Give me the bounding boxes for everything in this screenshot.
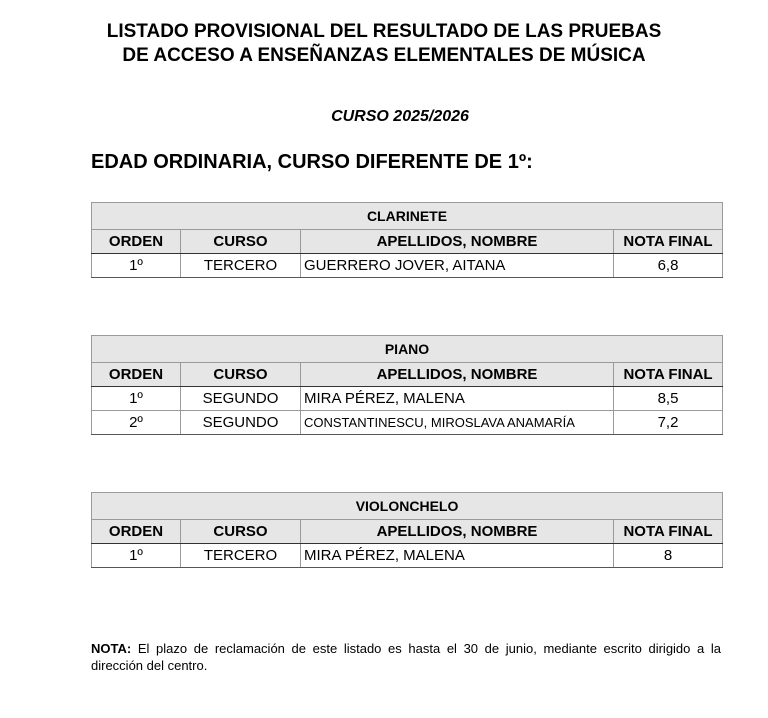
section-heading: EDAD ORDINARIA, CURSO DIFERENTE DE 1º: [91,151,533,173]
footnote-text: El plazo de reclamación de este listado es hasta el 30 de junio, mediante escrito dirigido a la dirección del centro. [91,641,721,673]
table-row [92,254,723,278]
cell-orden: 1º [92,387,181,411]
column-header-nombre: APELLIDOS, NOMBRE [301,230,614,254]
cell-orden: 1º [92,254,181,278]
column-header-nota: NOTA FINAL [614,230,723,254]
document-title [0,20,768,68]
cell-nombre: MIRA PÉREZ, MALENA [301,544,614,568]
table-row [92,387,723,411]
column-header-nota: NOTA FINAL [614,520,723,544]
column-header-orden: ORDEN [92,230,181,254]
column-header-curso: CURSO [181,230,301,254]
cell-orden: 1º [92,544,181,568]
results-table-piano [91,335,723,435]
cell-curso: TERCERO [181,254,301,278]
column-header-nombre: APELLIDOS, NOMBRE [301,520,614,544]
instrument-header: VIOLONCHELO [92,493,723,520]
column-header-nombre: APELLIDOS, NOMBRE [301,363,614,387]
column-header-orden: ORDEN [92,520,181,544]
title-line-2: DE ACCESO A ENSEÑANZAS ELEMENTALES DE MÚSICA [122,45,646,66]
table-row [92,544,723,568]
cell-nota: 7,2 [614,411,723,435]
instrument-header: CLARINETE [92,203,723,230]
cell-nombre: CONSTANTINESCU, MIROSLAVA ANAMARÍA [301,411,614,435]
column-header-nota: NOTA FINAL [614,363,723,387]
cell-curso: SEGUNDO [181,387,301,411]
title-line-1: LISTADO PROVISIONAL DEL RESULTADO DE LAS PRUEBAS [106,21,662,42]
column-header-orden: ORDEN [92,363,181,387]
footnote [91,640,721,674]
table-row [92,411,723,435]
academic-year: CURSO 2025/2026 [331,108,469,125]
column-header-curso: CURSO [181,363,301,387]
cell-nota: 8 [614,544,723,568]
instrument-header: PIANO [92,336,723,363]
cell-nota: 6,8 [614,254,723,278]
cell-nota: 8,5 [614,387,723,411]
column-header-curso: CURSO [181,520,301,544]
results-table-clarinete [91,202,723,278]
cell-nombre: MIRA PÉREZ, MALENA [301,387,614,411]
cell-curso: TERCERO [181,544,301,568]
results-table-violonchelo [91,492,723,568]
footnote-label: NOTA: [91,641,132,656]
cell-nombre: GUERRERO JOVER, AITANA [301,254,614,278]
cell-curso: SEGUNDO [181,411,301,435]
cell-orden: 2º [92,411,181,435]
